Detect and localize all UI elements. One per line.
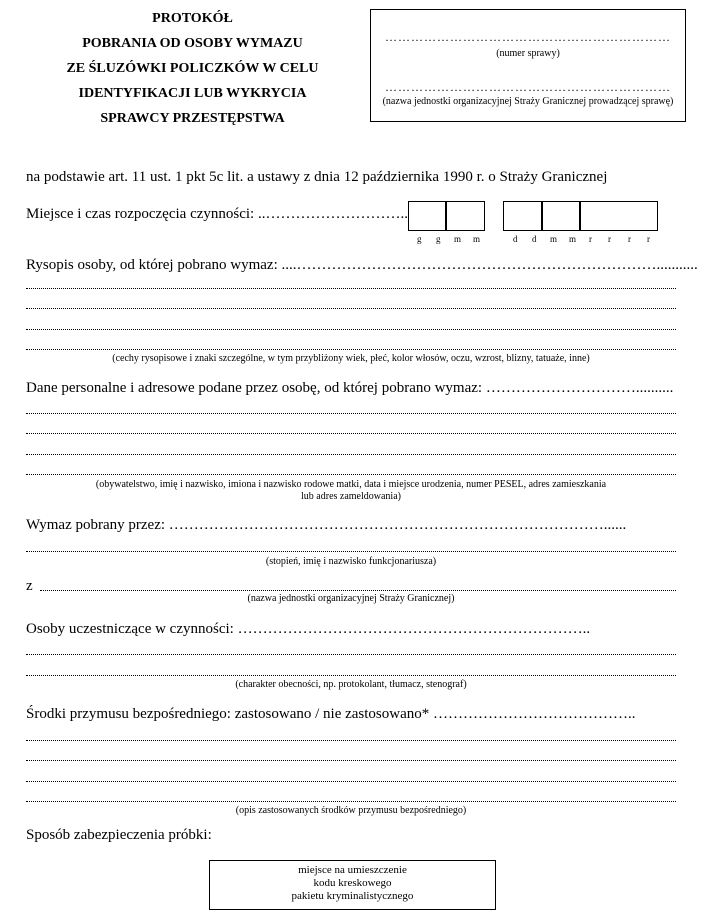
case-number-field[interactable]: …………………………………………………………: [385, 30, 671, 44]
personal-data-label: Dane personalne i adresowe podane przez osobę, od której pobrano wymaz: …………………………..........: [26, 380, 674, 396]
coercion-line[interactable]: [26, 801, 676, 802]
from-unit-hint: (nazwa jednostki organizacyjnej Straży Granicznej): [247, 593, 455, 604]
from-unit-prefix: z: [26, 578, 33, 594]
month-input[interactable]: [542, 201, 580, 231]
legal-basis-text: na podstawie art. 11 ust. 1 pkt 5c lit. a ustawy z dnia 12 października 1990 r. o Straży Granicznej: [26, 169, 608, 185]
time-letter: m: [454, 234, 462, 244]
date-letter: d: [513, 234, 518, 244]
title-line-5: SPRAWCY PRZESTĘPSTWA: [100, 111, 285, 126]
date-letter: r: [608, 234, 611, 244]
personal-data-hint-2: lub adres zameldowania): [301, 491, 401, 502]
personal-data-line[interactable]: [26, 474, 676, 475]
coercion-line[interactable]: [26, 781, 676, 782]
title-line-4: IDENTYFIKACJI LUB WYKRYCIA: [78, 86, 307, 101]
time-letter: m: [473, 234, 481, 244]
date-letter: d: [532, 234, 537, 244]
hour-input[interactable]: [408, 201, 446, 231]
day-input[interactable]: [503, 201, 542, 231]
unit-name-label: (nazwa jednostki organizacyjnej Straży Granicznej prowadzącej sprawę): [382, 96, 674, 107]
participants-hint: (charakter obecności, np. protokolant, tłumacz, stenograf): [235, 679, 467, 690]
taken-by-hint: (stopień, imię i nazwisko funkcjonariusza): [265, 556, 437, 567]
participants-line[interactable]: [26, 654, 676, 655]
personal-data-line[interactable]: [26, 454, 676, 455]
barcode-text-2: kodu kreskowego: [313, 877, 392, 889]
participants-label: Osoby uczestniczące w czynności: ……………………………………………………………..: [26, 621, 591, 637]
time-letter: g: [417, 234, 422, 244]
date-letter: r: [628, 234, 631, 244]
description-line[interactable]: [26, 308, 676, 309]
coercion-line[interactable]: [26, 740, 676, 741]
coercion-line[interactable]: [26, 760, 676, 761]
taken-by-label: Wymaz pobrany przez: ……………………………………………………………………………......: [26, 517, 627, 533]
year-input[interactable]: [580, 201, 658, 231]
coercion-hint: (opis zastosowanych środków przymusu bezpośredniego): [235, 805, 467, 816]
participants-line[interactable]: [26, 675, 676, 676]
description-line[interactable]: [26, 349, 676, 350]
barcode-text-3: pakietu kryminalistycznego: [291, 890, 414, 902]
date-letter: m: [569, 234, 577, 244]
from-unit-line[interactable]: [40, 590, 676, 591]
time-letter: g: [436, 234, 441, 244]
description-line[interactable]: [26, 329, 676, 330]
minute-input[interactable]: [446, 201, 485, 231]
personal-data-hint-1: (obywatelstwo, imię i nazwisko, imiona i nazwisko rodowe matki, data i miejsce urodzenia, numer PESEL, adres zamieszkania: [95, 479, 607, 490]
title-line-3: ZE ŚLUZÓWKI POLICZKÓW W CELU: [66, 61, 319, 76]
barcode-text-1: miejsce na umieszczenie: [298, 864, 407, 876]
description-label: Rysopis osoby, od której pobrano wymaz: ....………………………………………………………………...........: [26, 257, 698, 273]
start-place-time-label: Miejsce i czas rozpoczęcia czynności: ..………………………..: [26, 206, 408, 222]
personal-data-line[interactable]: [26, 433, 676, 434]
title-line-1: PROTOKÓŁ: [152, 11, 233, 26]
barcode-placeholder-box: [209, 860, 496, 910]
case-info-box: [370, 9, 686, 122]
coercion-label: Środki przymusu bezpośredniego: zastosowano / nie zastosowano* …………………………………..: [26, 706, 636, 722]
date-letter: m: [550, 234, 558, 244]
date-letter: r: [647, 234, 650, 244]
taken-by-line[interactable]: [26, 551, 676, 552]
date-letter: r: [589, 234, 592, 244]
case-number-label: (numer sprawy): [496, 48, 560, 59]
description-line[interactable]: [26, 288, 676, 289]
document-title: [40, 6, 345, 131]
description-hint: (cechy rysopisowe i znaki szczególne, w tym przybliżony wiek, płeć, kolor włosów, oczu, wzrost, blizny, tatuaże, inne): [112, 353, 590, 364]
personal-data-line[interactable]: [26, 413, 676, 414]
title-line-2: POBRANIA OD OSOBY WYMAZU: [82, 36, 303, 51]
sample-securing-label: Sposób zabezpieczenia próbki:: [26, 827, 212, 843]
unit-name-field[interactable]: …………………………………………………………: [385, 80, 671, 94]
